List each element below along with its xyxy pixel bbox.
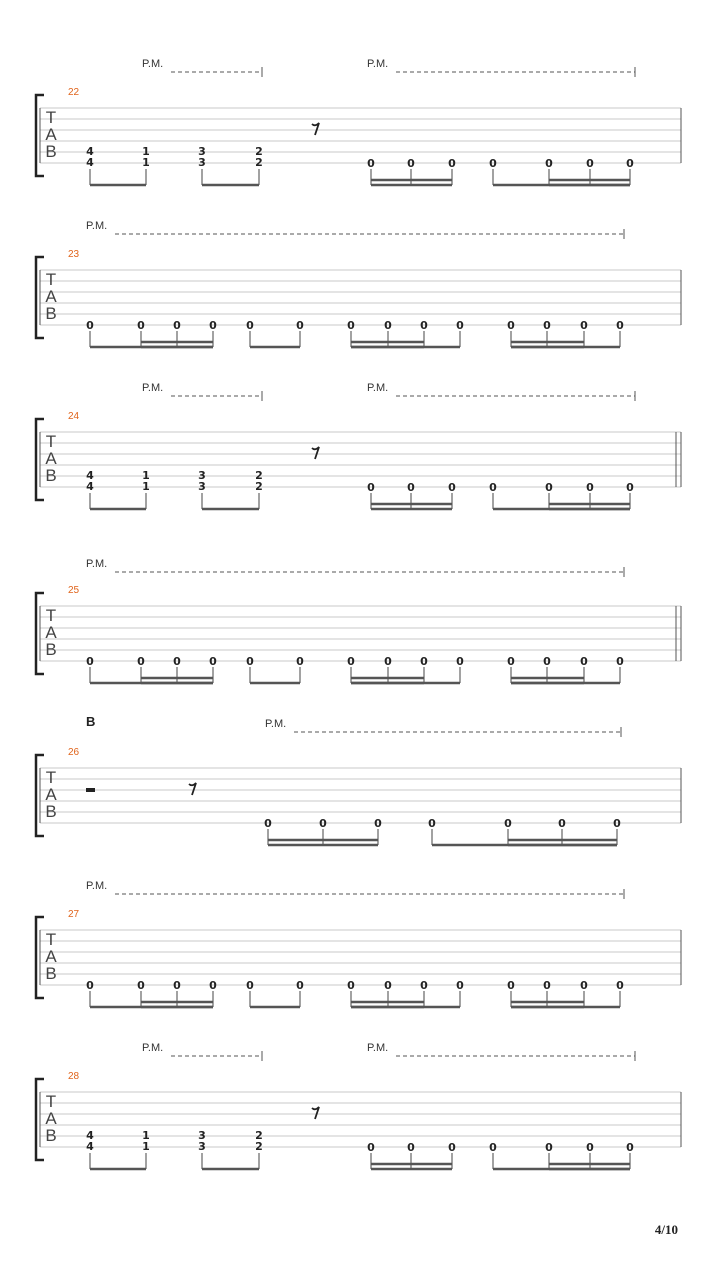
- tab-letter-b: B: [45, 1126, 57, 1145]
- measure-number: 25: [68, 585, 80, 596]
- fret-number-lower: 3: [198, 1140, 206, 1153]
- fret-number: 0: [448, 481, 456, 494]
- fret-number: 0: [448, 1141, 456, 1154]
- fret-number: 0: [347, 979, 355, 992]
- measure-number: 26: [68, 747, 80, 758]
- fret-number: 0: [616, 319, 624, 332]
- fret-number: 0: [558, 817, 566, 830]
- fret-number: 0: [296, 319, 304, 332]
- fret-number: 0: [173, 979, 181, 992]
- measure-number: 24: [68, 411, 80, 422]
- fret-number-lower: 2: [255, 1140, 263, 1153]
- fret-number: 0: [374, 817, 382, 830]
- palm-mute-label: P.M.: [367, 1042, 389, 1054]
- fret-number-lower: 4: [86, 1140, 94, 1153]
- fret-number: 0: [580, 319, 588, 332]
- palm-mute-label: P.M.: [86, 880, 108, 892]
- fret-number-upper: 1: [142, 1129, 150, 1142]
- fret-number: 0: [613, 817, 621, 830]
- tab-letter-b: B: [45, 640, 57, 659]
- tab-letter-t: T: [45, 108, 57, 127]
- palm-mute-label: P.M.: [142, 382, 164, 394]
- palm-mute-label: P.M.: [367, 58, 389, 70]
- palm-mute-label: P.M.: [142, 58, 164, 70]
- fret-number: 0: [209, 979, 217, 992]
- fret-number: 0: [586, 1141, 594, 1154]
- palm-mute-label: P.M.: [142, 1042, 164, 1054]
- fret-number: 0: [489, 157, 497, 170]
- fret-number: 0: [586, 481, 594, 494]
- section-marker: B: [86, 714, 96, 729]
- tab-letter-b: B: [45, 964, 57, 983]
- fret-number: 0: [407, 1141, 415, 1154]
- fret-number: 0: [543, 655, 551, 668]
- fret-number: 0: [137, 319, 145, 332]
- fret-number-upper: 3: [198, 469, 206, 482]
- eighth-rest: 𝄾: [189, 778, 195, 799]
- fret-number: 0: [86, 655, 94, 668]
- tab-letter-t: T: [45, 270, 57, 289]
- tab-letter-b: B: [45, 304, 57, 323]
- fret-number-lower: 2: [255, 480, 263, 493]
- fret-number: 0: [86, 319, 94, 332]
- fret-number: 0: [420, 979, 428, 992]
- fret-number: 0: [367, 481, 375, 494]
- fret-number: 0: [384, 655, 392, 668]
- measure-number: 23: [68, 249, 80, 260]
- palm-mute-label: P.M.: [367, 382, 389, 394]
- tab-letter-a: A: [45, 785, 57, 804]
- page-number: 4/10: [654, 1222, 678, 1237]
- fret-number-lower: 2: [255, 156, 263, 169]
- fret-number: 0: [347, 319, 355, 332]
- fret-number-upper: 1: [142, 469, 150, 482]
- fret-number-upper: 4: [86, 469, 94, 482]
- fret-number-upper: 4: [86, 1129, 94, 1142]
- fret-number-lower: 3: [198, 480, 206, 493]
- fret-number: 0: [246, 319, 254, 332]
- tab-letter-b: B: [45, 802, 57, 821]
- tab-letter-t: T: [45, 930, 57, 949]
- fret-number-lower: 1: [142, 156, 150, 169]
- fret-number-upper: 2: [255, 469, 263, 482]
- fret-number-upper: 2: [255, 145, 263, 158]
- fret-number-upper: 2: [255, 1129, 263, 1142]
- measure-number: 27: [68, 909, 80, 920]
- fret-number: 0: [296, 655, 304, 668]
- fret-number: 0: [507, 319, 515, 332]
- fret-number: 0: [489, 1141, 497, 1154]
- fret-number: 0: [264, 817, 272, 830]
- fret-number: 0: [137, 979, 145, 992]
- fret-number: 0: [420, 655, 428, 668]
- fret-number: 0: [448, 157, 456, 170]
- fret-number: 0: [86, 979, 94, 992]
- half-rest: [86, 788, 95, 792]
- fret-number-upper: 4: [86, 145, 94, 158]
- fret-number: 0: [407, 157, 415, 170]
- tab-letter-t: T: [45, 432, 57, 451]
- tab-letter-a: A: [45, 125, 57, 144]
- fret-number: 0: [420, 319, 428, 332]
- palm-mute-label: P.M.: [265, 718, 287, 730]
- fret-number: 0: [456, 655, 464, 668]
- fret-number: 0: [407, 481, 415, 494]
- fret-number-lower: 1: [142, 1140, 150, 1153]
- fret-number: 0: [209, 319, 217, 332]
- fret-number: 0: [586, 157, 594, 170]
- fret-number: 0: [616, 979, 624, 992]
- fret-number: 0: [319, 817, 327, 830]
- tab-letter-a: A: [45, 1109, 57, 1128]
- fret-number-upper: 3: [198, 145, 206, 158]
- fret-number: 0: [545, 1141, 553, 1154]
- fret-number: 0: [173, 655, 181, 668]
- fret-number: 0: [456, 979, 464, 992]
- palm-mute-label: P.M.: [86, 220, 108, 232]
- fret-number: 0: [507, 655, 515, 668]
- tab-letter-t: T: [45, 1092, 57, 1111]
- palm-mute-label: P.M.: [86, 558, 108, 570]
- tab-letter-t: T: [45, 768, 57, 787]
- fret-number: 0: [246, 655, 254, 668]
- fret-number: 0: [580, 655, 588, 668]
- measure-number: 28: [68, 1071, 80, 1082]
- eighth-rest: 𝄾: [312, 1102, 318, 1123]
- fret-number-lower: 3: [198, 156, 206, 169]
- fret-number: 0: [384, 319, 392, 332]
- fret-number: 0: [173, 319, 181, 332]
- fret-number: 0: [545, 481, 553, 494]
- fret-number-lower: 4: [86, 156, 94, 169]
- tab-letter-a: A: [45, 623, 57, 642]
- fret-number: 0: [543, 979, 551, 992]
- eighth-rest: 𝄾: [312, 118, 318, 139]
- tab-letter-a: A: [45, 449, 57, 468]
- fret-number: 0: [456, 319, 464, 332]
- fret-number: 0: [489, 481, 497, 494]
- fret-number: 0: [626, 481, 634, 494]
- fret-number: 0: [209, 655, 217, 668]
- fret-number: 0: [545, 157, 553, 170]
- fret-number: 0: [428, 817, 436, 830]
- eighth-rest: 𝄾: [312, 442, 318, 463]
- fret-number: 0: [507, 979, 515, 992]
- tab-letter-a: A: [45, 287, 57, 306]
- fret-number: 0: [626, 157, 634, 170]
- fret-number: 0: [626, 1141, 634, 1154]
- fret-number-lower: 4: [86, 480, 94, 493]
- tab-letter-b: B: [45, 466, 57, 485]
- fret-number: 0: [384, 979, 392, 992]
- fret-number: 0: [137, 655, 145, 668]
- fret-number: 0: [543, 319, 551, 332]
- fret-number-upper: 1: [142, 145, 150, 158]
- fret-number: 0: [504, 817, 512, 830]
- fret-number: 0: [580, 979, 588, 992]
- fret-number-upper: 3: [198, 1129, 206, 1142]
- fret-number: 0: [246, 979, 254, 992]
- fret-number: 0: [367, 1141, 375, 1154]
- fret-number-lower: 1: [142, 480, 150, 493]
- fret-number: 0: [296, 979, 304, 992]
- fret-number: 0: [347, 655, 355, 668]
- tab-letter-t: T: [45, 606, 57, 625]
- fret-number: 0: [367, 157, 375, 170]
- tab-letter-a: A: [45, 947, 57, 966]
- tab-letter-b: B: [45, 142, 57, 161]
- fret-number: 0: [616, 655, 624, 668]
- measure-number: 22: [68, 87, 80, 98]
